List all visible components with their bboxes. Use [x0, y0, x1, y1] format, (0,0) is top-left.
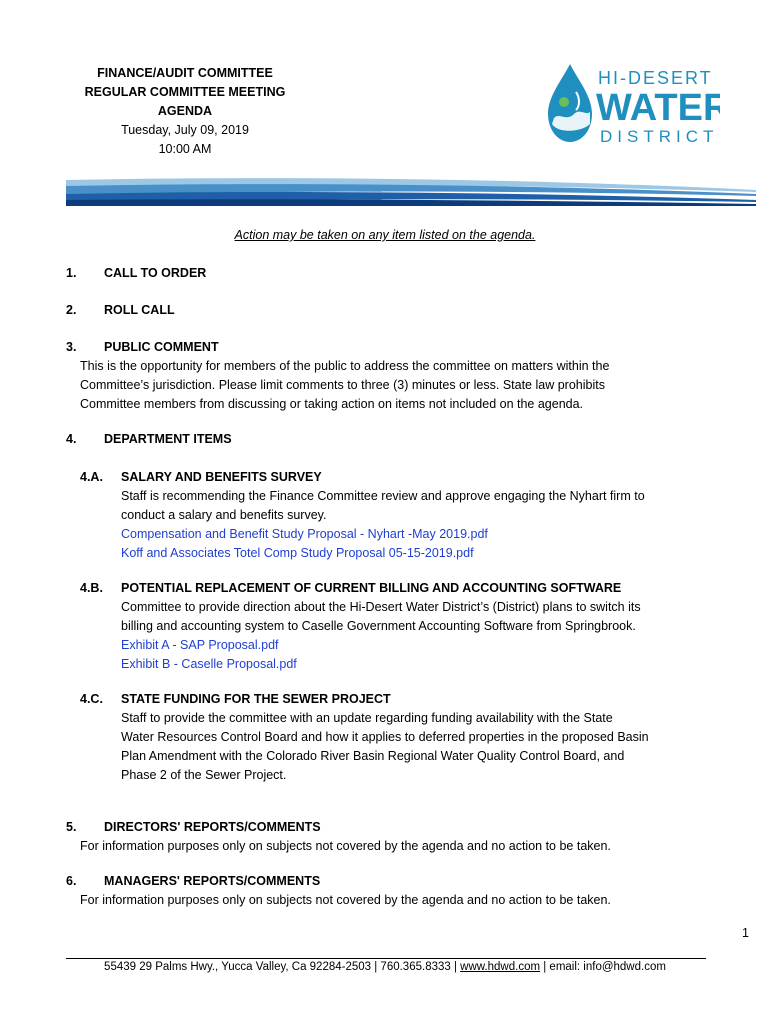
exhibit-b-link[interactable]: Exhibit B - Caselle Proposal.pdf: [121, 657, 297, 671]
nyhart-proposal-link[interactable]: Compensation and Benefit Study Proposal - Nyhart -May 2019.pdf: [121, 527, 488, 541]
exhibit-a-link[interactable]: Exhibit A - SAP Proposal.pdf: [121, 638, 279, 652]
meeting-type: REGULAR COMMITTEE MEETING: [84, 85, 286, 99]
paragraph-line: Committee’s jurisdiction. Please limit comments to three (3) minutes or less. State law prohibits: [80, 378, 605, 392]
website-link[interactable]: www.hdwd.com: [460, 961, 541, 973]
item-number: 4.: [66, 432, 77, 446]
footer: [0, 961, 770, 973]
paragraph-line: Committee members from discussing or taking action on items not included on the agenda.: [80, 397, 584, 411]
item-number: 6.: [66, 874, 77, 888]
paragraph-line: Staff is recommending the Finance Committee review and approve engaging the Nyhart firm to: [121, 489, 645, 503]
paragraph-line: This is the opportunity for members of the public to address the committee on matters within the: [80, 359, 610, 373]
paragraph-line: billing and accounting system to Caselle Government Accounting Software from Springbrook.: [121, 619, 636, 633]
water-drop-icon: [540, 62, 720, 148]
paragraph-line: Plan Amendment with the Colorado River Basin Regional Water Quality Control Board, and: [121, 749, 625, 763]
public-comment-text: [80, 357, 760, 414]
footer-address: 55439 29 Palms Hwy., Yucca Valley, Ca 92284-2503 | 760.365.8333 |: [104, 961, 461, 973]
directors-reports-text: For information purposes only on subjects not covered by the agenda and no action to be taken.: [80, 839, 611, 853]
koff-proposal-link[interactable]: Koff and Associates Totel Comp Study Proposal 05-15-2019.pdf: [121, 546, 474, 560]
item-number: 5.: [66, 820, 77, 834]
paragraph-line: Staff to provide the committee with an update regarding funding availability with the State: [121, 711, 613, 725]
paragraph-line: Water Resources Control Board and how it applies to deferred properties in the proposed Basin: [121, 730, 649, 744]
item-title-public-comment: PUBLIC COMMENT: [104, 340, 219, 354]
logo-text-bottom: DISTRICT: [600, 127, 719, 146]
subitem-number: 4.C.: [80, 692, 103, 706]
logo-text-top: HI-DESERT: [598, 68, 713, 88]
committee-name: FINANCE/AUDIT COMMITTEE: [97, 66, 273, 80]
wave-banner: [66, 176, 756, 206]
meeting-time: 10:00 AM: [158, 142, 212, 156]
billing-software-text: [121, 598, 761, 674]
footer-divider: [66, 958, 706, 959]
footer-email: | email: info@hdwd.com: [540, 961, 666, 973]
subitem-title-billing-software: POTENTIAL REPLACEMENT OF CURRENT BILLING AND ACCOUNTING SOFTWARE: [121, 581, 622, 595]
item-title-department-items: DEPARTMENT ITEMS: [104, 432, 232, 446]
logo-text-mid: WATER: [596, 87, 720, 129]
paragraph-line: Phase 2 of the Sewer Project.: [121, 768, 287, 782]
salary-survey-text: [121, 487, 761, 563]
paragraph-line: Committee to provide direction about the Hi-Desert Water District’s (District) plans to switch its: [121, 600, 641, 614]
item-title-directors-reports: DIRECTORS' REPORTS/COMMENTS: [104, 820, 321, 834]
item-number: 2.: [66, 303, 77, 317]
item-title-call-to-order: CALL TO ORDER: [104, 266, 207, 280]
meeting-header: [60, 64, 310, 159]
sewer-funding-text: [121, 709, 761, 785]
subitem-number: 4.A.: [80, 470, 103, 484]
district-logo: [540, 62, 720, 148]
subitem-number: 4.B.: [80, 581, 103, 595]
paragraph-line: conduct a salary and benefits survey.: [121, 508, 327, 522]
meeting-date: Tuesday, July 09, 2019: [121, 123, 249, 137]
managers-reports-text: For information purposes only on subjects not covered by the agenda and no action to be taken.: [80, 893, 611, 907]
item-title-roll-call: ROLL CALL: [104, 303, 175, 317]
action-note: Action may be taken on any item listed on the agenda.: [234, 228, 536, 242]
page-number: 1: [742, 926, 749, 940]
subitem-title-sewer-funding: STATE FUNDING FOR THE SEWER PROJECT: [121, 692, 391, 706]
item-number: 3.: [66, 340, 77, 354]
document-title: AGENDA: [157, 104, 213, 118]
item-title-managers-reports: MANAGERS' REPORTS/COMMENTS: [104, 874, 321, 888]
subitem-title-salary-survey: SALARY AND BENEFITS SURVEY: [121, 470, 322, 484]
item-number: 1.: [66, 266, 77, 280]
